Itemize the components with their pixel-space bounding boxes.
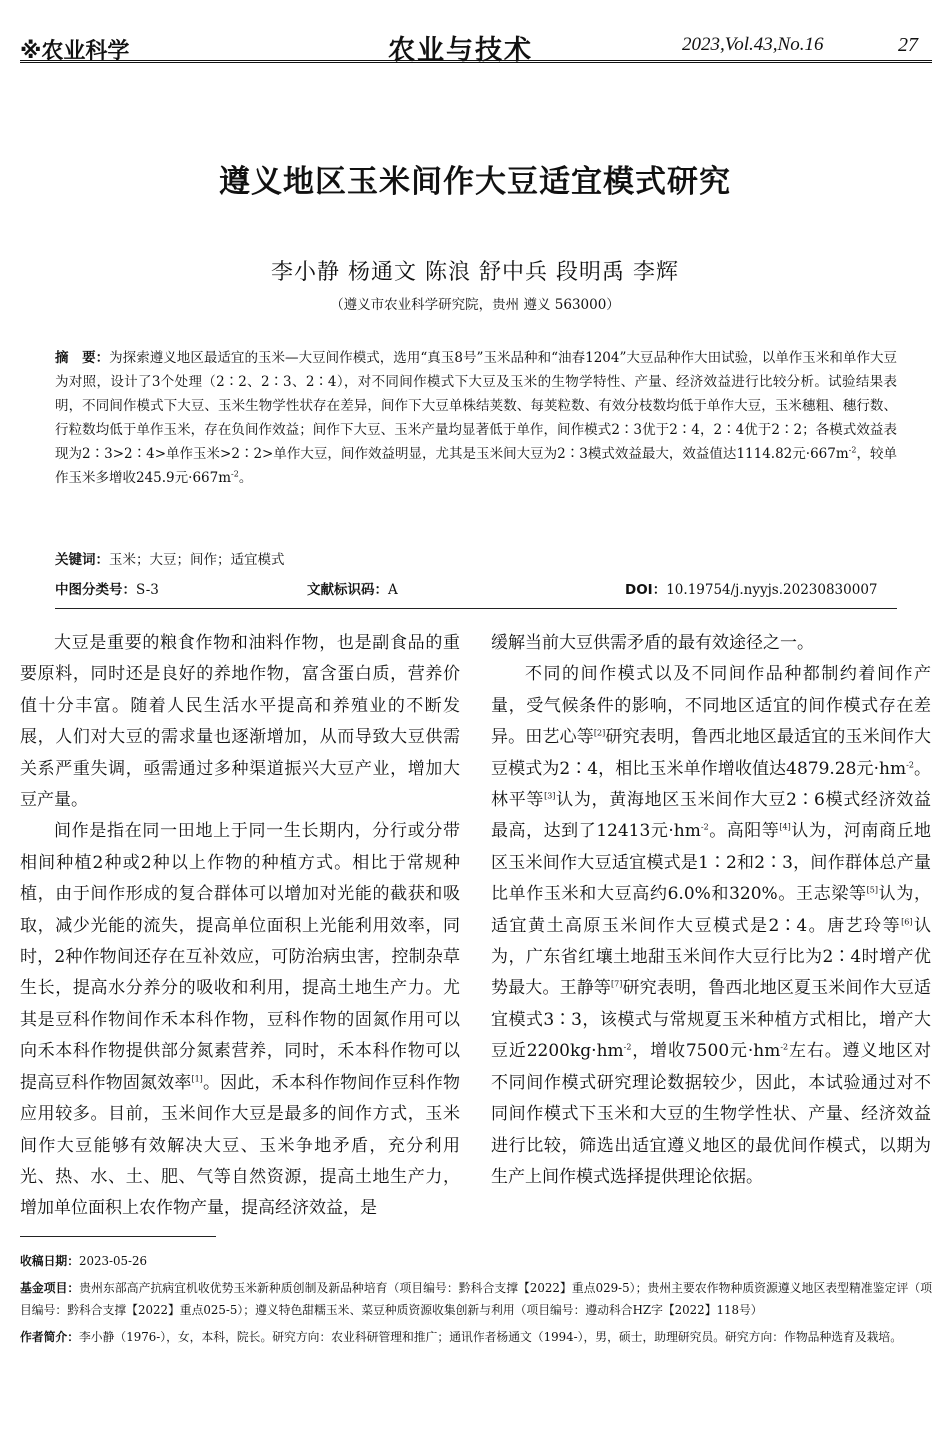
author-list: 李小静 杨通文 陈浪 舒中兵 段明禹 李辉 bbox=[271, 260, 679, 285]
document-code: 文献标识码：A bbox=[307, 582, 398, 598]
citation: [4] bbox=[779, 822, 791, 832]
journal-name: 农业与技术 bbox=[388, 35, 533, 66]
citation: [5] bbox=[866, 885, 879, 895]
footnote-rule bbox=[20, 1236, 216, 1237]
body-paragraph: 缓解当前大豆供需矛盾的最有效途径之一。 bbox=[491, 633, 814, 653]
citation: [6] bbox=[901, 917, 913, 926]
body-column-right bbox=[491, 628, 931, 1193]
header-rule bbox=[20, 60, 932, 63]
author-bio: 作者简介：李小静（1976-），女，本科，院长。研究方向：农业科研管理和推广；通讯作者杨通文（1994-），男，硕士，助理研究员。研究方向：作物品种选育及栽培。 bbox=[20, 1329, 903, 1344]
abstract bbox=[55, 346, 897, 491]
citation: [1] bbox=[191, 1074, 203, 1084]
affiliation: （遵义市农业科学研究院，贵州 遵义 563000） bbox=[330, 297, 620, 313]
superscript: -2 bbox=[906, 759, 914, 769]
citation: [7] bbox=[611, 979, 623, 989]
abstract-text: 。 bbox=[238, 470, 253, 487]
classification-row bbox=[55, 578, 897, 598]
body-paragraph: 间作是指在同一田地上于同一生长期内，分行或分带相间种植2种或2种以上作物的种植方式。相比于常规种植，由于间作形成的复合群体可以增加对光能的截获和吸取，减少光能的流失，提高单位面积上光能利用效率，同时，2种作物间还存在互补效应，可防治病虫害，控制杂草生长，提高水分养分的吸收和利用，提高土地生产力。尤其是豆科作物间作禾本科作物，豆科作物的固氮作用可以向禾本科作物提供部分氮素营养，同时，禾本科作物可以提高豆科作物固氮效率[1]。因此，禾本科作物间作豆科作物应用较多。目前，玉米间作大豆是最多的间作方式，玉米间作大豆能够有效解决大豆、玉米争地矛盾，充分利用光、热、水、土、肥、气等自然资源，提高土地生产力，增加单位面积上农作物产量，提高经济效益，是 bbox=[20, 821, 461, 1219]
citation: [2] bbox=[593, 728, 606, 738]
keywords-text: 玉米；大豆；间作；适宜模式 bbox=[109, 552, 285, 568]
article-title: 遵义地区玉米间作大豆适宜模式研究 bbox=[219, 164, 731, 200]
citation: [3] bbox=[544, 791, 556, 801]
superscript: -2 bbox=[848, 445, 857, 455]
superscript: -2 bbox=[231, 469, 239, 479]
abstract-text: 为探索遵义地区最适宜的玉米—大豆间作模式，选用“真玉8号”玉米品种和“油春1204”大豆品种作大田试验，以单作玉米和单作大豆为对照，设计了3个处理（2∶2、2∶3、2∶4），对不同间作模式下大豆及玉米的生物学特性、产量、经济效益进行比较分析。试验结果表明，不同间作模式下大豆、玉米生物学性状存在差异，间作下大豆单株结荚数、每荚粒数、有效分枝数均低于单作大豆，玉米穗粗、穗行数、行粒数均低于单作玉米，存在负间作效益；间作下大豆、玉米产量均显著低于单作，间作模式2∶3优于2∶4，2∶4优于2∶2；各模式效益表现为2∶3>2∶4>单作玉米>2∶2>单作大豆，间作效益明显，尤其是玉米间大豆为2∶3模式效益最大，效益值达1114.82元·667m bbox=[55, 350, 898, 463]
superscript: -2 bbox=[700, 822, 709, 832]
abstract-rule bbox=[55, 608, 897, 609]
body-paragraph: 不同的间作模式以及不同间作品种都制约着间作产量，受气候条件的影响，不同地区适宜的间作模式存在差异。田艺心等[2]研究表明，鲁西北地区最适宜的玉米间作大豆模式为2∶4，相比玉米单作增收值达4879.28元$\cdot hm^{-2}$。林平等[3]认为，黄海地区玉米间作大豆2∶6模式经济效益最高，达到了12413元$\cdot hm^{-2}$。高阳等[4]认为，河南商丘地区玉米间作大豆适宜模式是1∶2和2∶3，间作群体总产量比单作玉米和大豆高约6.0%和320%。王志梁等[5]认为，适宜黄土高原玉米间作大豆模式是2∶4。唐艺玲等[6]认为，广东省红壤土地甜玉米间作大豆行比为2∶4时增产优势最大。王静等[7]研究表明，鲁西北地区夏玉米间作大豆适宜模式3∶3，该模式与常规夏玉米种植方式相比，增产大豆近$2200kg\cdot hm^{-2}$，增收7500元$\cdot hm^{-2}$左右。遵义地区对不同间作模式研究理论数据较少，因此，本试验通过对不同间作模式下玉米和大豆的生物学性状、产量、经济效益进行比较，筛选出适宜遵义地区的最优间作模式，以期为生产上间作模式选择提供理论依据。 bbox=[491, 664, 932, 1187]
superscript: -2 bbox=[623, 1042, 632, 1052]
superscript: -2 bbox=[780, 1042, 789, 1052]
abstract-label: 摘 要： bbox=[55, 350, 110, 366]
page-number: 27 bbox=[898, 34, 918, 56]
clc-code: 中图分类号：S-3 bbox=[55, 582, 159, 598]
doi: DOI：10.19754/j.nyyjs.20230830007 bbox=[625, 582, 878, 598]
section-label: ※农业科学 bbox=[20, 39, 130, 64]
keywords-label: 关键词： bbox=[55, 552, 109, 568]
body-paragraph: 大豆是重要的粮食作物和油料作物，也是副食品的重要原料，同时还是良好的养地作物，富含蛋白质，营养价值十分丰富。随着人民生活水平提高和养殖业的不断发展，人们对大豆的需求量也逐渐增加，从而导致大豆供需关系严重失调，亟需通过多种渠道振兴大豆产业，增加大豆产量。 bbox=[20, 633, 460, 811]
abstract-text: ，较单作玉米多增收245.9元·667m bbox=[55, 446, 897, 487]
volume-issue: 2023,Vol.43,No.16 bbox=[682, 34, 824, 55]
footnotes bbox=[20, 1250, 932, 1352]
fund-info: 基金项目：贵州东部高产抗病宜机收优势玉米新种质创制及新品种培育（项目编号：黔科合支撑【2022】重点029-5）；贵州主要农作物种质资源遵义地区表型精准鉴定评（项目编号：黔科合支撑【2022】重点025-5）；遵义特色甜糯玉米、菜豆种质资源收集创新与利用（项目编号：遵动科合HZ字【2022】118号） bbox=[20, 1280, 932, 1318]
received-date: 收稿日期：2023-05-26 bbox=[20, 1254, 148, 1268]
body-column-left bbox=[20, 628, 460, 1225]
keywords bbox=[55, 548, 285, 568]
